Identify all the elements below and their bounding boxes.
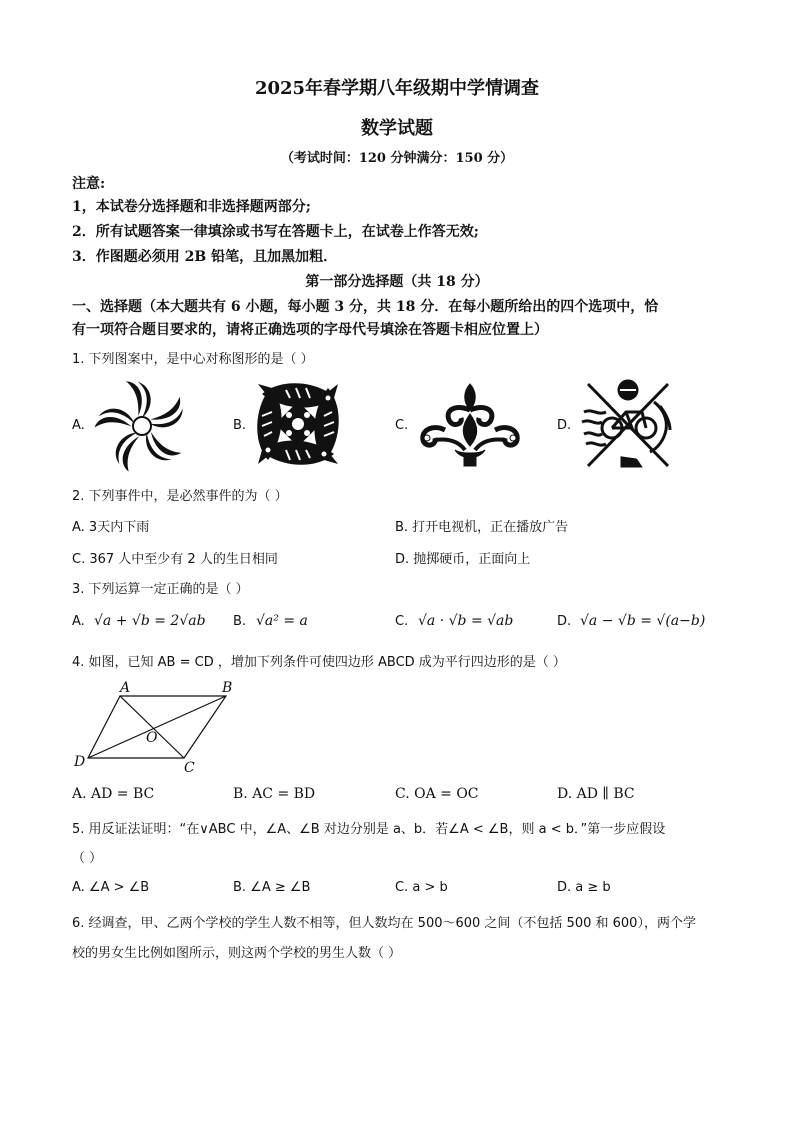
q3-expr-c: √a · √b = √ab xyxy=(418,613,514,629)
part1-heading: 第一部分选择题（共 18 分） xyxy=(305,274,489,290)
q5-option-c: C. a > b xyxy=(395,880,448,895)
q6-stem-line1: 6. 经调查，甲、乙两个学校的学生人数不相等，但人数均在 500～600 之间（不包括 500 和 600），两个学 xyxy=(72,916,696,931)
q1-label-d: D. xyxy=(557,418,572,433)
q5-option-b: B. ∠A ≥ ∠B xyxy=(233,880,311,895)
q3-expr-b: √a² = a xyxy=(256,613,308,629)
q3-label-b: B. xyxy=(233,614,247,629)
q4-stem: 4. 如图，已知 AB = CD ，增加下列条件可使四边形 ABCD 成为平行四边形的是（ ） xyxy=(72,655,566,670)
exam-title: 2025年春学期八年级期中学情调查 xyxy=(254,78,540,99)
q1-label-a: A. xyxy=(72,418,85,433)
no-cycling-sign-icon xyxy=(578,378,678,472)
q2-option-b: B. 打开电视机，正在播放广告 xyxy=(395,520,569,535)
q3-expr-d: √a − √b = √(a−b) xyxy=(580,613,706,629)
note-item-1: 1，本试卷分选择题和非选择题两部分; xyxy=(72,199,311,215)
q5-stem-line2: （ ） xyxy=(72,851,103,866)
q2-option-c: C. 367 人中至少有 2 人的生日相同 xyxy=(72,552,278,567)
point-d-label: D xyxy=(74,754,86,770)
q4-option-b: B. AC = BD xyxy=(233,786,316,802)
point-c-label: C xyxy=(184,760,195,776)
q3-stem: 3. 下列运算一定正确的是（ ） xyxy=(72,582,249,597)
note-item-3: 3．作图题必须用 2B 铅笔，且加黑加粗． xyxy=(72,249,338,265)
q5-stem-line1: 5. 用反证法证明：“在∨ABC 中，∠A、∠B 对边分别是 a、b．若∠A < ∠B，则 a < b．”第一步应假设 xyxy=(72,822,666,837)
q1-stem: 1. 下列图案中，是中心对称图形的是（ ） xyxy=(72,352,314,367)
q1-label-c: C. xyxy=(395,418,409,433)
section-instruction-line1: 一、选择题（本大题共有 6 小题，每小题 3 分，共 18 分．在每小题所给出的四个选项中，恰 xyxy=(72,299,659,315)
q4-option-d: D. AD ∥ BC xyxy=(557,786,635,802)
q2-option-d: D. 抛掷硬币，正面向上 xyxy=(395,552,531,567)
q5-option-d: D. a ≥ b xyxy=(557,880,611,895)
point-a-label: A xyxy=(120,680,131,696)
pinwheel-pattern-icon xyxy=(92,380,192,472)
ornamental-scroll-pattern-icon xyxy=(415,380,525,468)
note-item-2: 2．所有试题答案一律填涂或书写在答题卡上，在试卷上作答无效; xyxy=(72,224,479,240)
point-b-label: B xyxy=(222,680,233,696)
q6-stem-line2: 校的男女生比例如图所示，则这两个学校的男生人数（ ） xyxy=(72,946,402,961)
diagonal-ac xyxy=(120,696,184,758)
q3-label-a: A. xyxy=(72,614,85,629)
section-instruction-line2: 有一项符合题目要求的，请将正确选项的字母代号填涂在答题卡相应位置上） xyxy=(72,322,548,338)
exam-info: （考试时间：120 分钟满分：150 分） xyxy=(280,151,514,166)
q4-option-a: A. AD = BC xyxy=(72,786,155,802)
q2-stem: 2. 下列事件中，是必然事件的为（ ） xyxy=(72,489,288,504)
notes-heading: 注意: xyxy=(72,176,106,192)
q3-label-d: D. xyxy=(557,614,572,629)
q4-option-c: C. OA = OC xyxy=(395,786,479,802)
q3-label-c: C. xyxy=(395,614,409,629)
q1-label-b: B. xyxy=(233,418,247,433)
q2-option-a: A. 3天内下雨 xyxy=(72,520,150,535)
q5-option-a: A. ∠A > ∠B xyxy=(72,880,150,895)
parallelogram-figure xyxy=(70,680,250,776)
point-o-label: O xyxy=(146,730,158,746)
q3-expr-a: √a + √b = 2√ab xyxy=(94,613,206,629)
subject-title: 数学试题 xyxy=(361,118,433,139)
fish-paper-cut-pattern-icon xyxy=(254,380,342,468)
